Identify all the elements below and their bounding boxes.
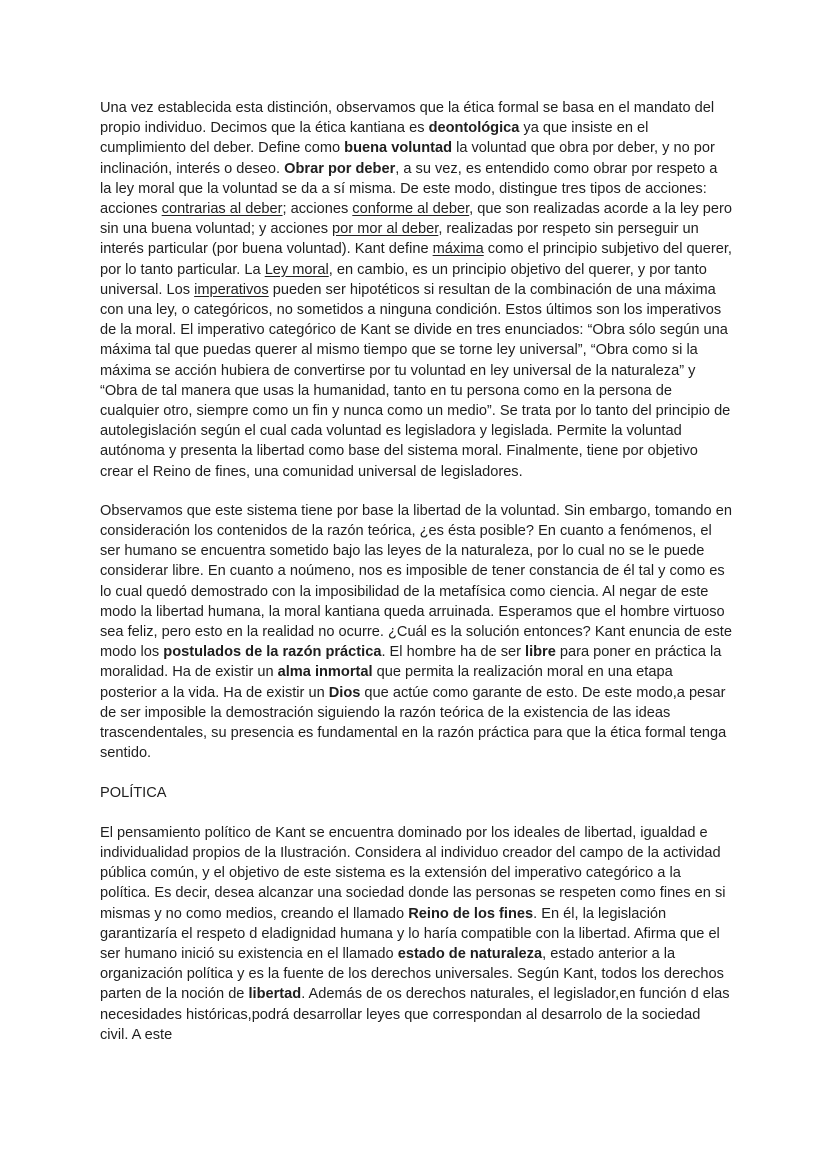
term-obrar-por-deber: Obrar por deber — [284, 160, 396, 177]
term-ley-moral: Ley moral — [264, 261, 329, 278]
term-alma-inmortal: alma inmortal — [277, 664, 373, 681]
text-span: que actúe como garante de esto. De este modo,a pesar de ser imposible la demostración siguiendo la razón teórica de la existencia de las ideas trascendentales, su presencia es fundamental en la razón práctica para que la ética formal tenga sentido. — [100, 684, 727, 762]
text-span: la voluntad que obra por deber, y no por inclinación, interés o deseo. — [100, 140, 715, 177]
term-deontologica: deontológica — [428, 120, 520, 137]
term-imperativos: imperativos — [194, 281, 269, 298]
text-span: El pensamiento político de Kant se encuentra dominado por los ideales de libertad, igualdad e individualidad propios de la Ilustración. Considera al individuo creador del campo de la actividad pública común, y el objetivo de este sistema es la extensión del imperativo categórico a la política. Es decir, desea alcanzar una sociedad donde las personas se respeten como fines en si mismas y no como medios, creando el llamado — [100, 824, 726, 922]
term-libertad: libertad — [248, 986, 302, 1003]
text-span: que permita la realización moral en una etapa posterior a la vida. Ha de existir un — [100, 664, 673, 701]
paragraph-postulates — [100, 501, 732, 764]
term-dios: Dios — [328, 684, 361, 701]
text-span: . El hombre ha de ser — [381, 644, 526, 661]
text-span: Una vez establecida esta distinción, observamos que la ética formal se basa en el mandato del propio individuo. Decimos que la ética kantiana es — [100, 100, 715, 137]
text-span: pueden ser hipotéticos si resultan de la combinación de una máxima con una ley, o categóricos, no sometidos a ninguna condición. Estos últimos son los imperativos de la moral. El imperativo categórico de Kant se divide en tres enunciados: “Obra sólo según una máxima tal que puedas querer al mismo tiempo que se torne ley universal”, “Obra como si la máxima se acción hubiera de convertirse por tu voluntad en ley universal de la naturaleza” y “Obra de tal manera que usas la humanidad, tanto en tu persona como en la persona de cualquier otro, siempre como un fin y nunca como un medio”. Se trata por lo tanto del principio de autolegislación según el cual cada voluntad es legisladora y legislada. Permite la voluntad autónoma y presenta la libertad como base del sistema moral. Finalmente, tiene por objetivo crear el Reino de fines, una comunidad universal de legisladores. — [100, 281, 731, 480]
term-contrarias-al-deber: contrarias al deber — [161, 201, 283, 218]
term-maxima: máxima — [432, 241, 484, 258]
term-estado-de-naturaleza: estado de naturaleza — [397, 945, 543, 962]
section-heading: POLÍTICA — [100, 784, 167, 801]
text-span: , a su vez, es entendido como obrar por respeto a la ley moral que la voluntad se da a sí misma. De este modo, distingue tres tipos de acciones: acciones — [100, 160, 718, 218]
text-span: . En él, la legislación garantizaría el respeto d eladignidad humana y lo haría compatible con la libertad. Afirma que el ser humano inició su existencia en el llamado — [100, 905, 720, 962]
document-page — [100, 98, 732, 1045]
text-span: como el principio subjetivo del querer, por lo tanto particular. La — [100, 241, 732, 278]
paragraph-politics — [100, 823, 732, 1045]
text-span: para poner en práctica la moralidad. Ha de existir un — [100, 644, 722, 681]
term-conforme-al-deber: conforme al deber — [352, 201, 470, 218]
term-buena-voluntad: buena voluntad — [344, 140, 453, 157]
text-span: , en cambio, es un principio objetivo del querer, y por tanto universal. Los — [100, 261, 707, 298]
paragraph-ethics — [100, 98, 732, 482]
text-span: ; acciones — [282, 201, 353, 218]
text-span: Observamos que este sistema tiene por base la libertad de la voluntad. Sin embargo, tomando en consideración los contenidos de la razón teórica, ¿es ésta posible? En cuanto a fenómenos, el ser humano se encuentra sometido bajo las leyes de la naturaleza, por lo cual no se le puede considerar libre. En cuanto a noúmeno, nos es imposible de tener constancia de él tal y como es lo cual quedó demostrado con la imposibilidad de la metafísica como ciencia. Al negar de este modo la libertad humana, la moral kantiana queda arruinada. Esperamos que el hombre virtuoso sea feliz, pero esto en la realidad no ocurre. ¿Cuál es la solución entonces? Kant enuncia de este modo los — [100, 502, 732, 661]
text-span: , realizadas por respeto sin perseguir un interés particular (por buena voluntad). Kant define — [100, 221, 699, 258]
term-libre: libre — [525, 644, 556, 661]
term-por-mor-al-deber: por mor al deber — [332, 221, 439, 238]
text-span: , que son realizadas acorde a la ley pero sin una buena voluntad; y acciones — [100, 201, 732, 238]
term-reino-de-los-fines: Reino de los fines — [408, 905, 534, 922]
text-span: . Además de os derechos naturales, el legislador,en función d elas necesidades históricas,podrá desarrollar leyes que correspondan al desarrolo de la sociedad civil. A este — [100, 986, 730, 1043]
text-span: ya que insiste en el cumplimiento del deber. Define como — [100, 120, 649, 157]
text-span: , estado anterior a la organización política y es la fuente de los derechos universales. Según Kant, todos los derechos parten de la noción de — [100, 945, 724, 1003]
term-postulados: postulados de la razón práctica — [163, 644, 382, 661]
